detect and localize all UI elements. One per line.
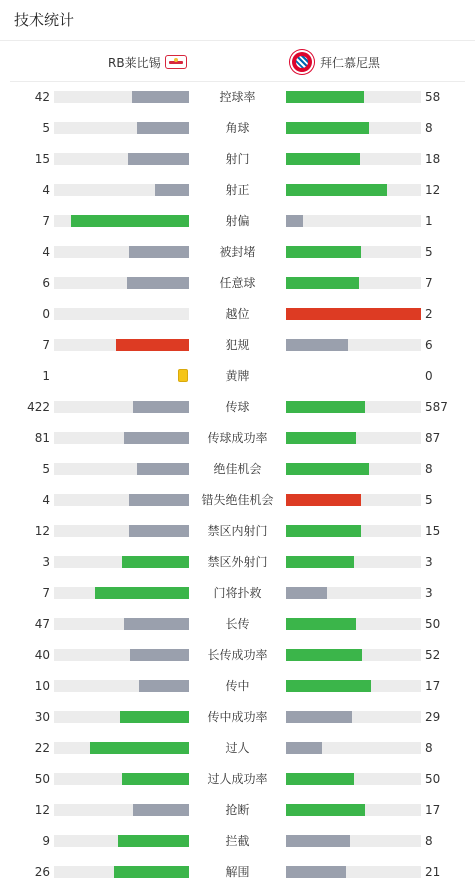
away-stat-bar-track [286,649,421,661]
stat-label: 禁区内射门 [207,524,268,538]
home-stat-bar-fill [137,463,189,475]
home-stat-bar-track [54,742,189,754]
home-stat-bar-track [54,463,189,475]
stat-row [0,640,475,671]
home-stat-bar-fill [122,773,190,785]
stat-label: 禁区外射门 [207,555,268,569]
away-stat-bar-track [286,866,421,878]
home-stat-bar-fill [127,277,189,289]
away-stat-bar-track [286,246,421,258]
home-stat-bar-track [54,525,189,537]
home-stat-value: 12 [34,803,50,817]
home-stat-bar-track [54,401,189,413]
away-stat-bar-track [286,432,421,444]
home-stat-value: 81 [34,431,50,445]
stat-row [0,609,475,640]
away-stat-bar-track [286,742,421,754]
home-stat-bar-track [54,680,189,692]
home-stat-bar-fill [133,401,189,413]
stat-label: 解围 [225,865,250,879]
rb-leipzig-logo-icon [165,55,187,69]
home-stat-bar-fill [137,122,189,134]
home-stat-bar-fill [90,742,189,754]
stat-label: 门将扑救 [213,586,262,600]
away-stat-bar-track [286,463,421,475]
home-stat-value: 26 [34,865,50,879]
away-stat-value: 17 [425,679,441,693]
away-stat-bar-fill [286,742,322,754]
stat-row [0,578,475,609]
away-stat-value: 17 [425,803,441,817]
stat-label: 被封堵 [219,245,256,259]
home-stat-bar-track [54,866,189,878]
stat-label: 传球 [225,400,250,414]
stat-label: 射偏 [225,214,250,228]
away-stat-bar-track [286,91,421,103]
away-stat-value: 8 [425,462,433,476]
home-stat-bar-track [54,556,189,568]
stat-label: 过人 [225,741,250,755]
away-stat-bar-track [286,494,421,506]
home-stat-bar-track [54,277,189,289]
stat-row [0,392,475,423]
home-stat-value: 22 [34,741,50,755]
home-stat-bar-fill [116,339,189,351]
stat-row [0,268,475,299]
away-stat-value: 15 [425,524,441,538]
home-stat-bar-track [54,618,189,630]
home-stat-bar-track [54,308,189,320]
home-stat-value: 1 [42,369,50,383]
away-stat-bar-fill [286,587,327,599]
away-stat-bar-fill [286,122,369,134]
away-stat-value: 1 [425,214,433,228]
home-stat-value: 30 [34,710,50,724]
stat-label: 角球 [225,121,250,135]
away-stat-bar-fill [286,308,421,320]
stat-label: 长传 [225,617,250,631]
home-stat-bar-track [54,153,189,165]
home-stat-value: 47 [34,617,50,631]
home-stat-value: 0 [42,307,50,321]
home-stat-value: 4 [42,245,50,259]
away-stat-bar-fill [286,153,360,165]
away-stat-bar-fill [286,339,348,351]
home-stat-bar-fill [124,618,189,630]
stat-row [0,237,475,268]
away-stat-bar-fill [286,246,361,258]
away-stat-value: 50 [425,772,441,786]
stats-list [0,82,475,888]
home-stat-value: 4 [42,183,50,197]
away-stat-value: 7 [425,276,433,290]
stat-label: 射门 [225,152,250,166]
away-stat-bar-track [286,835,421,847]
home-stat-bar-fill [129,494,189,506]
stat-row [0,857,475,888]
stat-row [0,361,475,392]
away-stat-bar-track [286,587,421,599]
away-stat-value: 2 [425,307,433,321]
home-stat-bar-track [54,339,189,351]
stat-label: 犯规 [225,338,250,352]
stat-label: 错失绝佳机会 [201,493,274,507]
home-stat-bar-fill [118,835,189,847]
bayern-munich-logo-icon [290,50,314,74]
away-stat-value: 12 [425,183,441,197]
stat-label: 射正 [225,183,250,197]
away-stat-bar-track [286,556,421,568]
away-stat-value: 21 [425,865,441,879]
away-stat-value: 8 [425,834,433,848]
home-stat-value: 10 [34,679,50,693]
away-stat-bar-fill [286,556,354,568]
teams-header [0,44,475,80]
away-stat-value: 18 [425,152,441,166]
away-stat-value: 58 [425,90,441,104]
away-stat-bar-fill [286,835,350,847]
stat-row [0,206,475,237]
home-stat-value: 7 [42,586,50,600]
stat-row [0,113,475,144]
away-stat-bar-track [286,401,421,413]
stat-row [0,175,475,206]
stat-row [0,671,475,702]
home-stat-bar-track [54,649,189,661]
page-title: 技术统计 [14,11,75,29]
stat-row [0,330,475,361]
home-stat-bar-fill [129,525,189,537]
away-stat-value: 3 [425,586,433,600]
stat-label: 长传成功率 [207,648,268,662]
home-stat-bar-fill [120,711,189,723]
home-stat-value: 9 [42,834,50,848]
home-stat-value: 50 [34,772,50,786]
home-stat-bar-track [54,711,189,723]
stat-label: 传中 [225,679,250,693]
home-stat-bar-track [54,122,189,134]
home-stat-value: 7 [42,338,50,352]
home-stat-bar-track [54,835,189,847]
stat-label: 黄牌 [225,369,250,383]
away-stat-bar-fill [286,215,303,227]
home-stat-bar-fill [124,432,189,444]
away-stat-bar-fill [286,773,354,785]
stat-row [0,82,475,113]
away-stat-bar-fill [286,277,359,289]
home-stat-value: 40 [34,648,50,662]
stat-row [0,733,475,764]
home-stat-value: 42 [34,90,50,104]
home-team[interactable] [108,44,187,80]
away-stat-bar-fill [286,866,346,878]
away-stat-value: 8 [425,741,433,755]
home-stat-value: 12 [34,524,50,538]
home-team-name: RB莱比锡 [108,55,161,70]
home-stat-value: 5 [42,462,50,476]
stat-label: 过人成功率 [207,772,268,786]
stat-row [0,702,475,733]
stat-label: 控球率 [219,90,256,104]
away-stat-bar-fill [286,711,352,723]
away-stat-bar-track [286,308,421,320]
home-stat-bar-fill [130,649,189,661]
away-stat-value: 29 [425,710,441,724]
stat-label: 拦截 [225,834,250,848]
away-stat-value: 5 [425,493,433,507]
stat-row [0,144,475,175]
home-stat-value: 4 [42,493,50,507]
away-stat-bar-fill [286,680,371,692]
stat-row [0,516,475,547]
away-stat-bar-track [286,804,421,816]
away-stat-bar-track [286,773,421,785]
home-stat-value: 15 [34,152,50,166]
home-stat-bar-fill [133,804,189,816]
away-stat-value: 6 [425,338,433,352]
home-stat-bar-track [54,246,189,258]
away-stat-bar-fill [286,401,365,413]
away-stat-bar-fill [286,618,356,630]
home-stat-value: 5 [42,121,50,135]
stat-row [0,299,475,330]
home-stat-bar-fill [139,680,189,692]
away-stat-bar-fill [286,804,365,816]
home-stat-value: 6 [42,276,50,290]
away-stat-bar-fill [286,494,361,506]
away-stat-bar-fill [286,91,364,103]
stat-row [0,454,475,485]
stat-row [0,795,475,826]
away-stat-bar-fill [286,432,356,444]
home-stat-bar-track [54,184,189,196]
away-stat-value: 50 [425,617,441,631]
home-stat-value: 7 [42,214,50,228]
away-stat-bar-track [286,525,421,537]
header-divider [0,40,475,41]
home-stat-bar-fill [132,91,189,103]
away-team-name: 拜仁慕尼黑 [320,55,381,70]
away-stat-bar-fill [286,525,361,537]
stat-row [0,764,475,795]
away-stat-value: 587 [425,400,448,414]
yellow-card-icon [178,369,188,382]
away-stat-value: 87 [425,431,441,445]
stat-row [0,826,475,857]
away-stat-value: 8 [425,121,433,135]
home-stat-bar-track [54,215,189,227]
home-stat-bar-fill [122,556,190,568]
stat-label: 越位 [225,307,250,321]
away-stat-bar-track [286,215,421,227]
home-stat-bar-fill [128,153,189,165]
away-stat-value: 5 [425,245,433,259]
away-stat-bar-fill [286,463,369,475]
home-stat-bar-fill [155,184,189,196]
away-stat-value: 0 [425,369,433,383]
away-stat-bar-track [286,339,421,351]
away-stat-bar-track [286,153,421,165]
stat-row [0,423,475,454]
stat-label: 传球成功率 [207,431,268,445]
home-stat-bar-track [54,91,189,103]
away-stat-value: 52 [425,648,441,662]
away-stat-bar-track [286,122,421,134]
home-stat-bar-track [54,432,189,444]
stat-row [0,547,475,578]
away-stat-bar-fill [286,649,362,661]
away-stat-bar-track [286,184,421,196]
stat-label: 任意球 [219,276,256,290]
home-stat-bar-fill [71,215,189,227]
home-stat-bar-track [54,587,189,599]
home-stat-bar-fill [95,587,190,599]
away-stat-bar-fill [286,184,387,196]
stat-label: 绝佳机会 [213,462,262,476]
stat-label: 抢断 [225,803,250,817]
home-stat-bar-track [54,773,189,785]
away-stat-bar-track [286,711,421,723]
home-stat-value: 3 [42,555,50,569]
home-stat-bar-track [54,804,189,816]
away-team[interactable] [290,44,380,80]
home-stat-bar-track [54,494,189,506]
away-stat-bar-track [286,680,421,692]
stat-row [0,485,475,516]
home-stat-bar-fill [114,866,189,878]
home-stat-value: 422 [27,400,50,414]
stat-label: 传中成功率 [207,710,268,724]
home-stat-bar-fill [129,246,189,258]
away-stat-value: 3 [425,555,433,569]
away-stat-bar-track [286,277,421,289]
away-stat-bar-track [286,618,421,630]
